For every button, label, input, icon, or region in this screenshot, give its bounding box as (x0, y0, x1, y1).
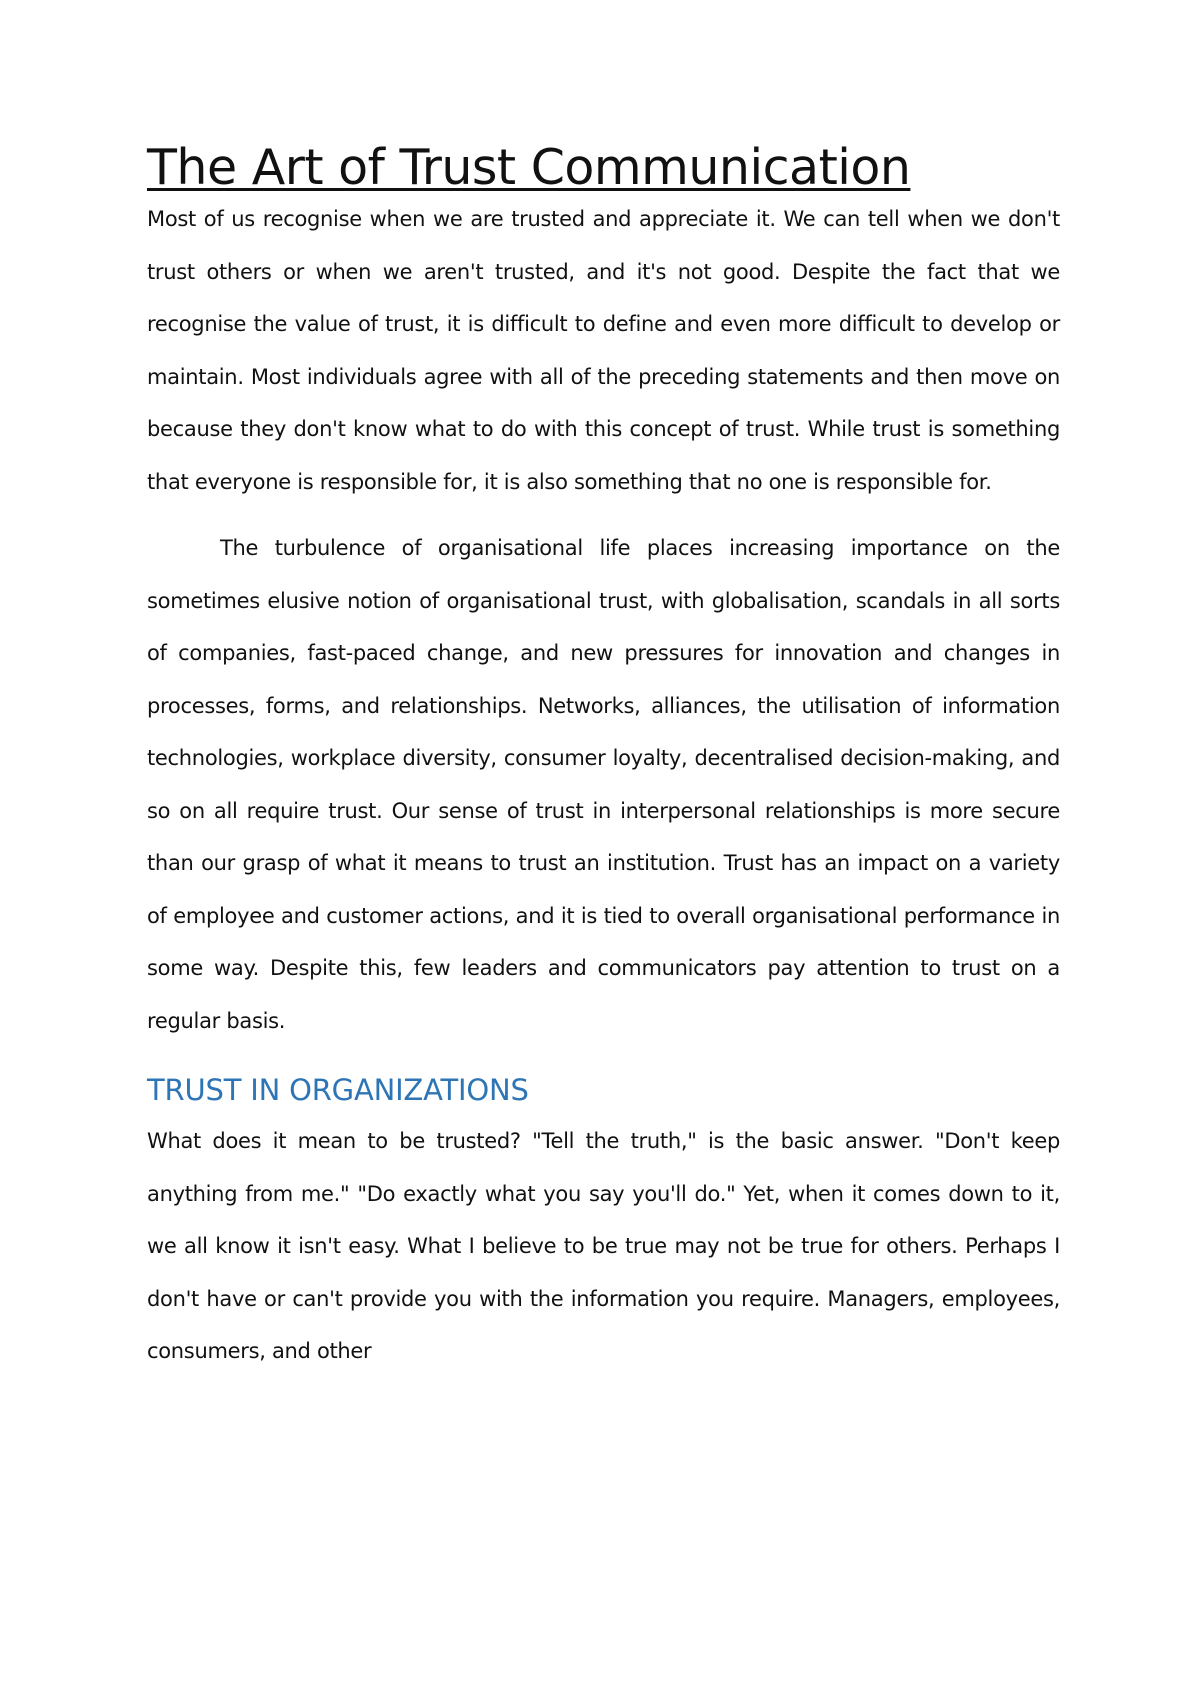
paragraph-intro: Most of us recognise when we are trusted and appreciate it. We can tell when we don't trust others or when we aren't trusted, and it's not good. Despite the fact that we recognise the value of trust, it is difficult to define and even more difficult to develop or maintain. Most individuals agree with all of the preceding statements and then move on because they don't know what to do with this concept of trust. While trust is something that everyone is responsible for, it is also something that no one is responsible for. (147, 207, 1060, 494)
section-heading: TRUST IN ORGANIZATIONS (147, 1073, 529, 1108)
paragraph-turbulence: The turbulence of organisational life places increasing importance on the sometimes elusive notion of organisational trust, with globalisation, scandals in all sorts of companies, fast-paced change, and new pressures for innovation and changes in processes, forms, and relationships. Networks, alliances, the utilisation of information technologies, workplace diversity, consumer loyalty, decentralised decision-making, and so on all require trust. Our sense of trust in interpersonal relationships is more secure than our grasp of what it means to trust an institution. Trust has an impact on a variety of employee and customer actions, and it is tied to overall organisational performance in some way. Despite this, few leaders and communicators pay attention to trust on a regular basis. (147, 536, 1060, 1033)
paragraph-trusted: What does it mean to be trusted? "Tell the truth," is the basic answer. "Don't keep anything from me." "Do exactly what you say you'll do." Yet, when it comes down to it, we all know it isn't easy. What I believe to be true may not be true for others. Perhaps I don't have or can't provide you with the information you require. Managers, employees, consumers, and other (147, 1129, 1060, 1364)
document-title: The Art of Trust Communication (147, 139, 911, 196)
document-page (147, 140, 1060, 1378)
